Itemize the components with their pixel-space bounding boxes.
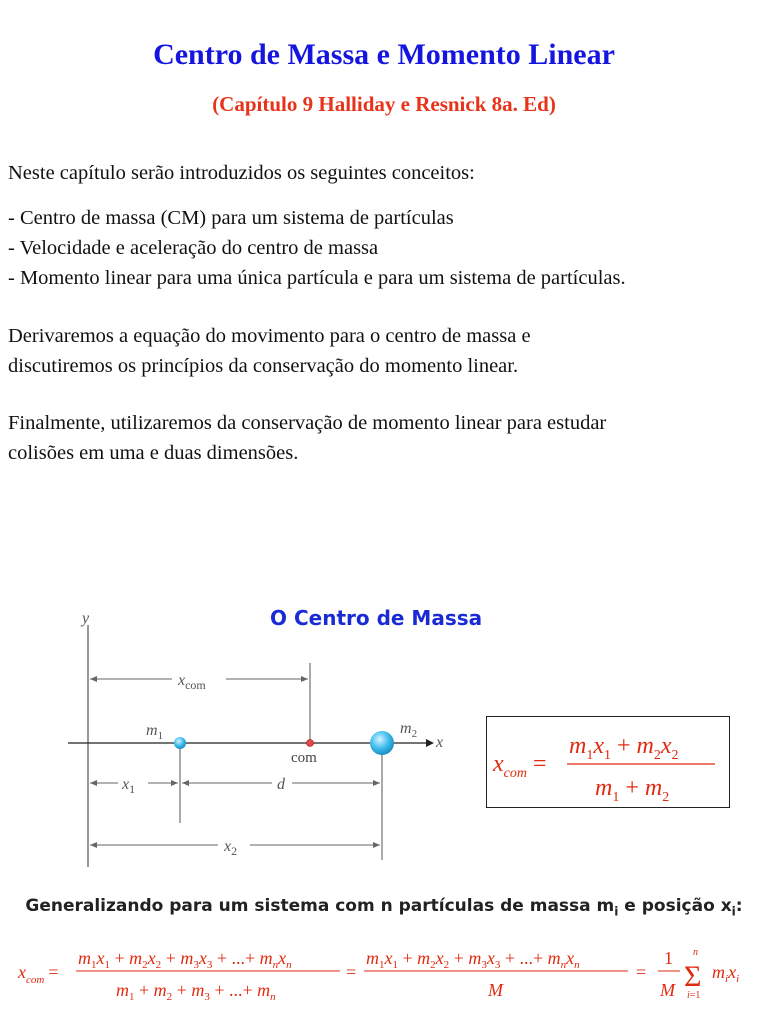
list-item: - Velocidade e aceleração do centro de massa [8, 237, 379, 259]
y-axis-label: y [82, 610, 90, 627]
d-label: d [277, 776, 285, 793]
svg-text:1: 1 [664, 948, 673, 968]
x1-label: $x_1$ [122, 776, 136, 796]
page-subtitle: (Capítulo 9 Halliday e Resnick 8a. Ed) [212, 92, 556, 116]
particle-m2 [370, 731, 394, 755]
com-label: com [291, 750, 317, 766]
section-title: O Centro de Massa [270, 606, 483, 630]
x2-label: $x_2$ [224, 838, 238, 858]
svg-text:m1 + m2: $m_1 + m_2$ [595, 775, 670, 805]
svg-text:xcom=: $x_{com}$ = [18, 962, 59, 986]
final-paragraph [8, 408, 606, 468]
arrowhead [373, 842, 380, 848]
x-axis-label: x [436, 734, 444, 751]
subscript: i [614, 904, 619, 919]
general-text: e posição x [618, 896, 732, 916]
x-axis-arrow [426, 739, 434, 747]
svg-text:m1 + m2 + m3 + ...+ mn: $m_1 + m_2 + m_3$ + ...+ $m_n$ [116, 980, 276, 1003]
svg-text:M: M [660, 980, 675, 1000]
paragraph-line: Derivaremos a equação do movimento para o centro de massa e [8, 325, 531, 347]
arrowhead [171, 780, 178, 786]
paragraph-line: discutiremos os princípios da conservação do momento linear. [8, 355, 519, 377]
svg-text:i=1: i=1 [687, 990, 701, 1001]
com-point [307, 740, 314, 747]
general-text: Generalizando para um sistema com n partículas de massa m [25, 896, 615, 916]
arrowhead [90, 842, 97, 848]
page-title: Centro de Massa e Momento Linear [153, 38, 615, 71]
list-item: - Centro de massa (CM) para um sistema de partículas [8, 207, 454, 229]
arrowhead [301, 676, 308, 682]
xcom-equation-box [486, 716, 730, 808]
svg-text:Σ: Σ [684, 960, 702, 993]
xcom-label: $x_{com}$ [178, 672, 206, 692]
arrowhead [90, 676, 97, 682]
paragraph-line: colisões em uma e duas dimensões. [8, 442, 299, 464]
intro-text: Neste capítulo serão introduzidos os seguintes conceitos: [8, 162, 475, 184]
colon: : [735, 896, 743, 916]
svg-text:m1x1 + m2x2 + m3x3 + ...+ mnxn: $m_1x_1 + m_2x_2 + m_3x_3$ + ...+ $m_nx_n$ [366, 948, 580, 971]
generalization-text [0, 896, 768, 918]
svg-text:=: = [636, 962, 647, 982]
arrowhead [373, 780, 380, 786]
paragraph-line: Finalmente, utilizaremos da conservação de momento linear para estudar [8, 412, 607, 434]
svg-text:xcom=: $x_{com}$ = [493, 751, 547, 781]
svg-text:mixi: $m_ix_i$ [712, 962, 740, 985]
generalized-com-equation [0, 938, 768, 1018]
concept-list [8, 203, 626, 293]
center-of-mass-diagram [60, 605, 460, 875]
svg-text:=: = [346, 962, 357, 982]
svg-text:m1x1 + m2x2 + m3x3 + ...+ mnxn: $m_1x_1 + m_2x_2 + m_3x_3$ + ...+ $m_nx_n$ [78, 948, 292, 971]
arrowhead [182, 780, 189, 786]
intro-paragraph [8, 158, 475, 188]
m2-label: $m_2$ [400, 720, 418, 740]
xcom-equation [487, 717, 729, 807]
svg-text:M: M [488, 980, 503, 1000]
particle-m1 [174, 737, 186, 749]
arrowhead [90, 780, 97, 786]
list-item: - Momento linear para uma única partícula e para um sistema de partículas. [8, 267, 626, 289]
subscript: i [731, 904, 736, 919]
svg-text:m1x1 + m2x2: $m_1x_1 + m_2x_2$ [569, 733, 679, 763]
derivation-paragraph [8, 321, 531, 381]
svg-text:n: n [693, 947, 698, 958]
m1-label: $m_1$ [146, 722, 164, 742]
